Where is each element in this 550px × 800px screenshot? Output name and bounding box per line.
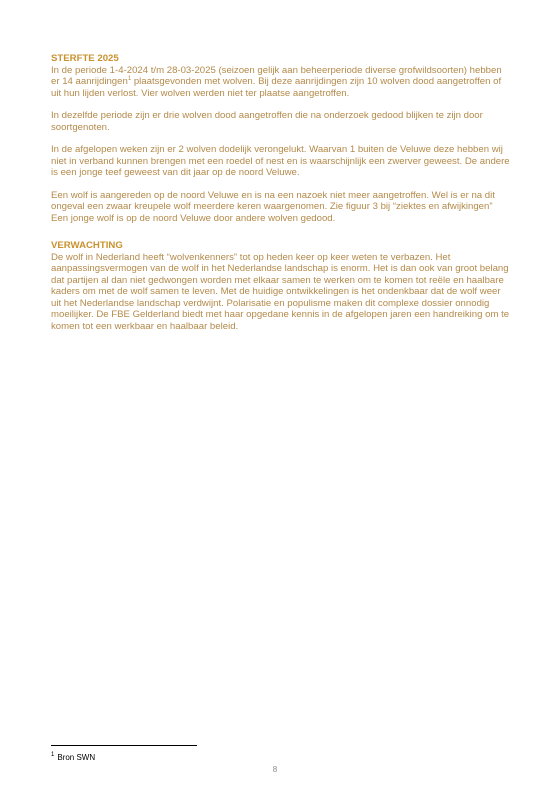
footnote-text: Bron SWN: [57, 753, 96, 762]
sterfte-paragraph-1: [51, 65, 511, 100]
sterfte-paragraph-2: In dezelfde periode zijn er drie wolven dood aangetroffen die na onderzoek gedood blijken te zijn door soortgenoten.: [51, 110, 483, 133]
footnote-divider: [51, 745, 197, 746]
sterfte-paragraph-3: In de afgelopen weken zijn er 2 wolven dodelijk verongelukt. Waarvan 1 buiten de Veluwe deze hebben wij niet in verband kunnen brengen met een roedel of nest en is waarschijnlijk een zwerver geweest. De andere is een jonge teef geweest van dit jaar op de noord Veluwe.: [51, 144, 510, 178]
footnote-reference: 1: [127, 75, 132, 82]
document-body: [51, 53, 511, 343]
sterfte-paragraph-5: Een jonge wolf is op de noord Veluwe door andere wolven gedood.: [51, 212, 336, 224]
sterfte-heading: STERFTE 2025: [51, 53, 119, 64]
footnote-number: 1: [51, 752, 55, 759]
footnote: [51, 753, 95, 762]
sterfte-paragraph-1-text-b: plaatsgevonden met wolven. Bij deze aanrijdingen zijn 10 wolven dood aangetroffen of uit hun lijden verlost. Vier wolven werden niet ter plaatse aangetroffen.: [51, 76, 502, 99]
verwachting-paragraph-1: De wolf in Nederland heeft “wolvenkenners” tot op heden keer op keer weten te verbazen. Het aanpassingsvermogen van de wolf in het Nederlandse landschap is enorm. Het is dan ook van groot belang dat partijen al dan niet gedwongen worden met elkaar samen te werken om te komen tot reële en haalbare kaders om met de wolf samen te leven. Met de huidige ontwikkelingen is het ondenkbaar dat de wolf weer uit het Nederlandse landschap verdwijnt. Polarisatie en populisme maken dit complexe dossier onnodig moeilijker. De FBE Gelderland biedt met haar opgedane kennis in de afgelopen jaren een handreiking om te komen tot een werkbaar en haalbaar beleid.: [51, 251, 510, 332]
sterfte-paragraph-4: Een wolf is aangereden op de noord Veluwe en is na een nazoek niet meer aangetroffen. Wel is er na dit ongeval een zwaar kreupele wolf meerdere keren waargenomen. Zie figuur 3 bij “ziektes en afwijkingen”: [51, 189, 495, 212]
page-number: 8: [272, 765, 278, 774]
verwachting-heading: VERWACHTING: [51, 240, 123, 251]
sterfte-paragraph-1-text-a: In de periode 1-4-2024 t/m 28-03-2025 (seizoen gelijk aan beheerperiode diverse grofwildsoorten) hebben er 14 aanrijdingen: [51, 64, 502, 87]
